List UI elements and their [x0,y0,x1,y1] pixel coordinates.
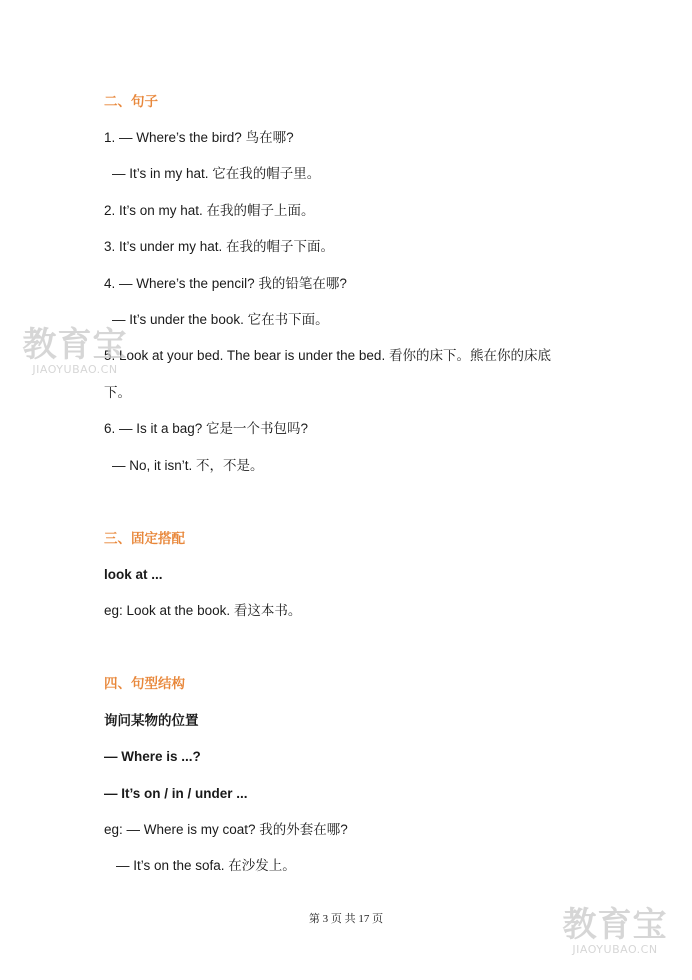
watermark-logo [16,326,134,376]
sentence-line: — It’s in my hat. 它在我的帽子里。 [112,166,321,181]
sentence-line: 1. — Where’s the bird? 鸟在哪? [104,130,294,145]
collocation-phrase: look at ... [104,567,163,582]
watermark-site-text: JIAOYUBAO.CN [572,943,658,956]
structure-example-answer: — It’s on the sofa. 在沙发上。 [116,858,296,873]
structure-pattern-question: — Where is ...? [104,749,201,764]
structure-example-question: eg: — Where is my coat? 我的外套在哪? [104,822,348,837]
structure-pattern-answer: — It’s on / in / under ... [104,786,248,801]
section-heading-sentences: 二、句子 [104,94,158,109]
sentence-line: 5. Look at your bed. The bear is under the bed. 看你的床下。熊在你的床底 [104,348,551,363]
sentence-line: 6. — Is it a bag? 它是一个书包吗? [104,421,309,436]
collocation-example: eg: Look at the book. 看这本书。 [104,603,302,618]
structure-subheading: 询问某物的位置 [104,713,199,728]
watermark-logo-text: 教育宝 [562,905,668,945]
sentence-line: 下。 [104,385,131,400]
watermark-logo-text: 教育宝 [22,325,128,365]
watermark-site-text: JIAOYUBAO.CN [32,363,118,376]
watermark-logo [556,906,674,956]
sentence-line: 2. It’s on my hat. 在我的帽子上面。 [104,203,315,218]
sentence-line: — No, it isn’t. 不，不是。 [112,458,264,473]
sentence-line: 3. It’s under my hat. 在我的帽子下面。 [104,239,335,254]
sentence-line: — It’s under the book. 它在书下面。 [112,312,329,327]
page-number: 第 3 页 共 17 页 [308,913,384,925]
section-heading-structures: 四、句型结构 [104,676,185,691]
sentence-line: 4. — Where’s the pencil? 我的铅笔在哪? [104,276,347,291]
section-heading-collocations: 三、固定搭配 [104,531,185,546]
